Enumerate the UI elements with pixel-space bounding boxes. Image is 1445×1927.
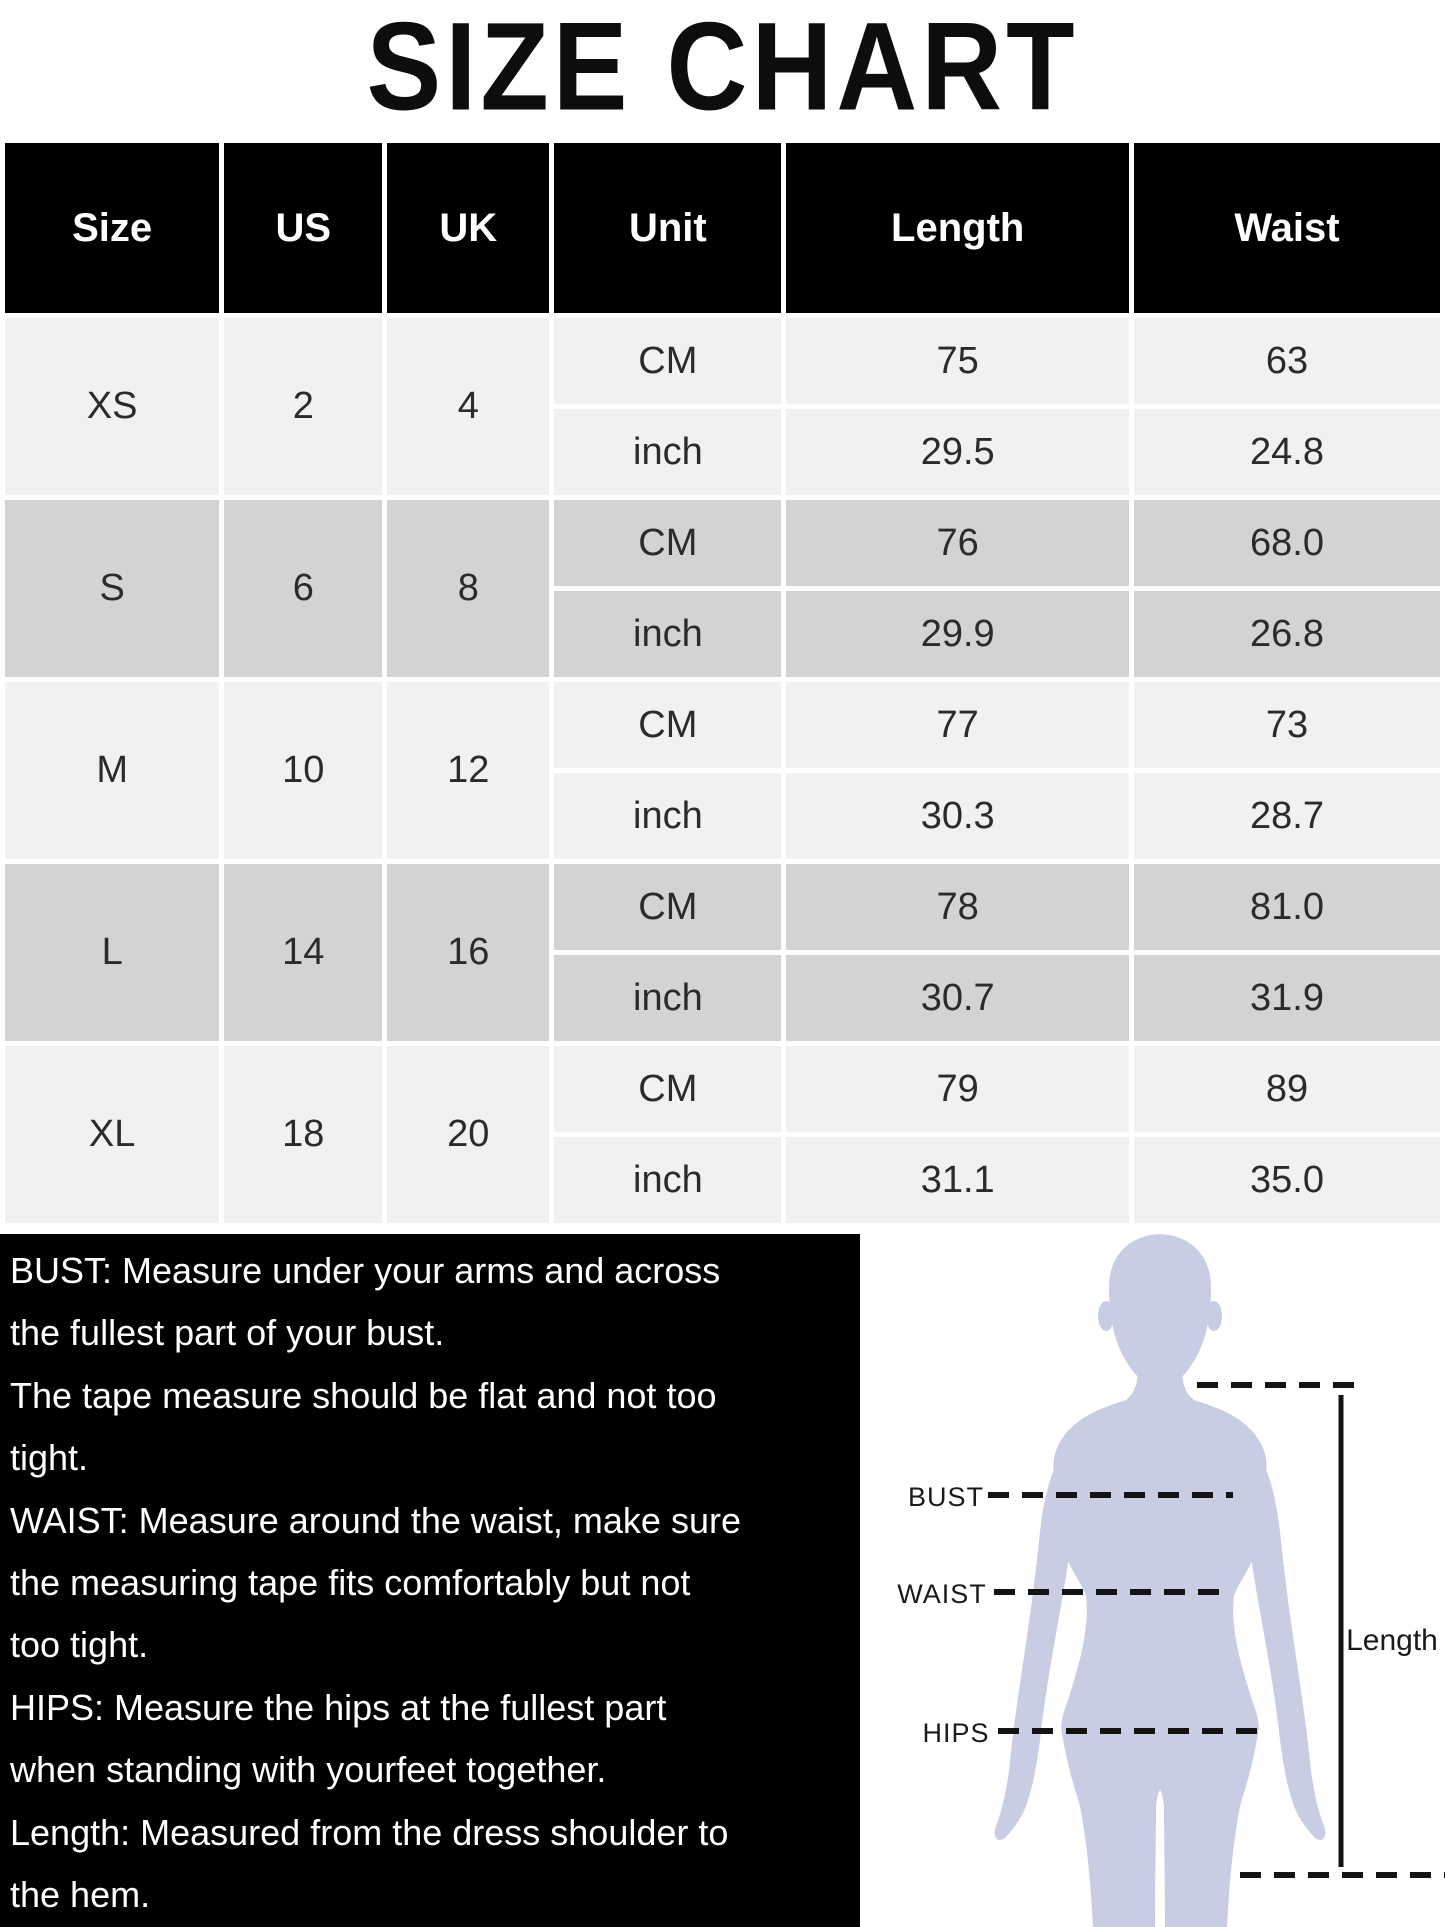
waist-cm-cell: 68.0 [1134,500,1440,586]
table-row [5,773,1440,859]
length-inch-cell: 30.3 [786,773,1129,859]
length-inch-cell: 30.7 [786,955,1129,1041]
waist-cm-cell: 81.0 [1134,864,1440,950]
unit-cell: CM [554,682,781,768]
header-waist: Waist [1134,143,1440,313]
table-row [5,955,1440,1041]
size-table [0,138,1445,1228]
us-cell: 6 [224,500,382,677]
header-size: Size [5,143,219,313]
hips-label: HIPS [922,1718,990,1748]
header-unit: Unit [554,143,781,313]
uk-cell: 20 [387,1046,549,1223]
header-uk: UK [387,143,549,313]
waist-inch-cell: 35.0 [1134,1137,1440,1223]
length-inch-cell: 29.5 [786,409,1129,495]
length-cm-cell: 75 [786,318,1129,404]
female-silhouette [995,1234,1326,1927]
waist-cm-cell: 63 [1134,318,1440,404]
unit-cell: inch [554,1137,781,1223]
waist-inch-cell: 26.8 [1134,591,1440,677]
waist-cm-cell: 89 [1134,1046,1440,1132]
unit-cell: CM [554,500,781,586]
instruction-line: The tape measure should be flat and not too [10,1374,717,1416]
uk-cell: 4 [387,318,549,495]
uk-cell: 8 [387,500,549,677]
header-length: Length [786,143,1129,313]
waist-inch-cell: 24.8 [1134,409,1440,495]
waist-inch-cell: 28.7 [1134,773,1440,859]
body-silhouette-figure [860,1234,1445,1927]
table-header-row [5,143,1440,313]
instruction-line: HIPS: Measure the hips at the fullest part [10,1686,667,1728]
length-cm-cell: 76 [786,500,1129,586]
length-cm-cell: 77 [786,682,1129,768]
table-row [5,864,1440,950]
table-row [5,682,1440,768]
length-cm-cell: 78 [786,864,1129,950]
instruction-line: the fullest part of your bust. [10,1312,445,1354]
us-cell: 18 [224,1046,382,1223]
unit-cell: CM [554,1046,781,1132]
table-row [5,1137,1440,1223]
length-label: Length [1346,1624,1438,1657]
page-title [0,0,1445,136]
table-row [5,318,1440,404]
header-us: US [224,143,382,313]
instruction-line: when standing with yourfeet together. [10,1749,607,1791]
table-row [5,500,1440,586]
us-cell: 14 [224,864,382,1041]
uk-cell: 12 [387,682,549,859]
instruction-line: BUST: Measure under your arms and across [10,1250,721,1291]
us-cell: 10 [224,682,382,859]
table-row [5,1046,1440,1132]
instruction-line: too tight. [10,1624,149,1666]
instruction-line: tight. [10,1437,89,1479]
waist-inch-cell: 31.9 [1134,955,1440,1041]
length-inch-cell: 31.1 [786,1137,1129,1223]
unit-cell: inch [554,955,781,1041]
size-cell: M [5,682,219,859]
unit-cell: inch [554,591,781,677]
instruction-line: Length: Measured from the dress shoulder to [10,1811,729,1853]
uk-cell: 16 [387,864,549,1041]
size-cell: L [5,864,219,1041]
waist-label: WAIST [897,1579,987,1609]
unit-cell: CM [554,864,781,950]
table-row [5,409,1440,495]
unit-cell: inch [554,409,781,495]
size-cell: XS [5,318,219,495]
unit-cell: inch [554,773,781,859]
table-row [5,591,1440,677]
size-cell: XL [5,1046,219,1223]
instruction-line: the measuring tape fits comfortably but not [10,1562,691,1604]
bust-label: BUST [907,1482,985,1512]
length-inch-cell: 29.9 [786,591,1129,677]
length-cm-cell: 79 [786,1046,1129,1132]
measuring-instructions-panel [0,1234,860,1927]
instruction-line: WAIST: Measure around the waist, make sure [10,1499,741,1541]
size-cell: S [5,500,219,677]
us-cell: 2 [224,318,382,495]
waist-cm-cell: 73 [1134,682,1440,768]
body-measurement-diagram [860,1234,1445,1927]
instruction-line: the hem. [10,1874,151,1916]
page-title-text: SIZE CHART [366,0,1079,137]
unit-cell: CM [554,318,781,404]
